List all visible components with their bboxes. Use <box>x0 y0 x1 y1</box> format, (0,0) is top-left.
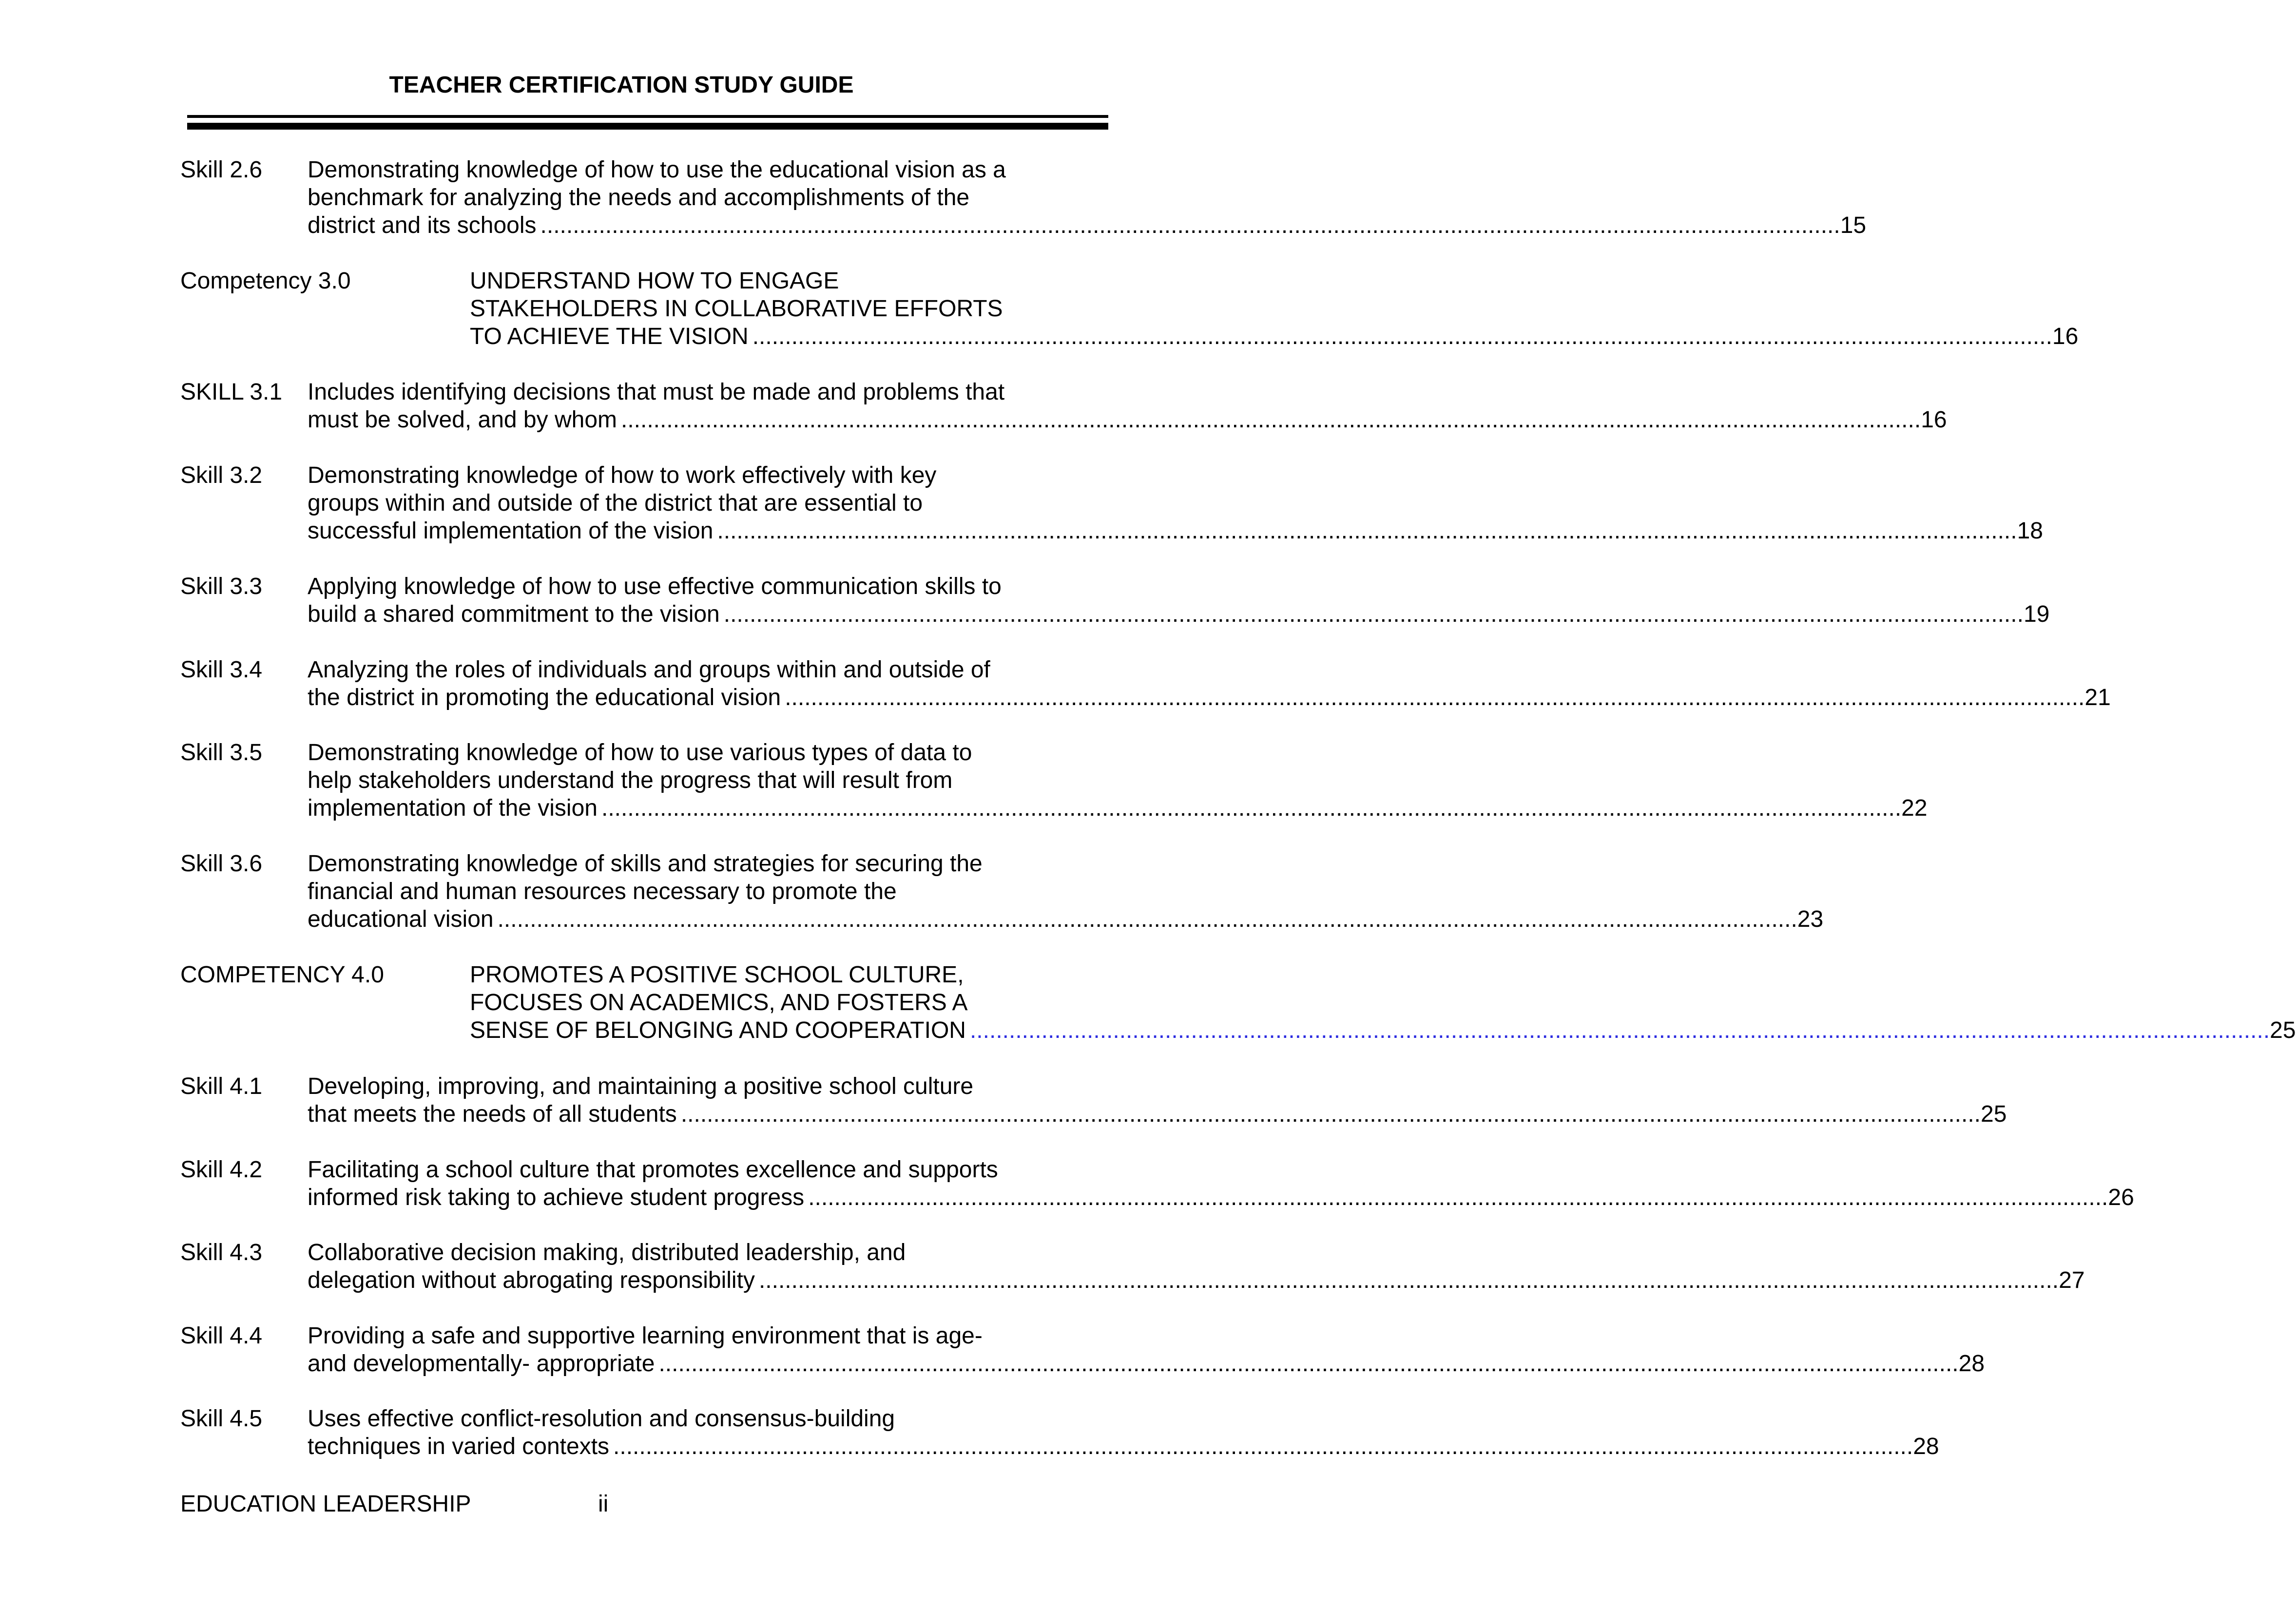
toc-entry-page: 16 <box>1921 407 1947 433</box>
dot-leader: ........................................................................................................................................................................................................ <box>658 1351 1959 1377</box>
toc-entry-skill-3-5[interactable] <box>180 739 1928 822</box>
toc-entry-line: delegation without abrogating responsibility <box>308 1267 755 1293</box>
toc-entry-page: 28 <box>1958 1351 1985 1377</box>
toc-entry-line: Analyzing the roles of individuals and groups within and outside of <box>308 657 990 683</box>
dot-leader: ........................................................................................................................................................................................................ <box>752 324 2052 349</box>
dot-leader: ........................................................................................................................................................................................................ <box>808 1185 2108 1210</box>
toc-entry-line: STAKEHOLDERS IN COLLABORATIVE EFFORTS <box>470 296 1003 322</box>
toc-entry-label: Skill 3.2 <box>180 462 263 488</box>
toc-entry-skill-4-4[interactable] <box>180 1322 1985 1378</box>
toc-entry-line: the district in promoting the educational vision <box>308 685 781 710</box>
toc-entry-label: Skill 3.4 <box>180 657 263 683</box>
dot-leader: ........................................................................................................................................................................................................ <box>723 601 2024 627</box>
toc-entry-skill-3-6[interactable] <box>180 850 1824 933</box>
toc-entry-label: COMPETENCY 4.0 <box>180 962 384 988</box>
toc-entry-skill-3-4[interactable] <box>180 656 2111 711</box>
toc-entry-line: SENSE OF BELONGING AND COOPERATION <box>470 1017 966 1043</box>
toc-entry-line: educational vision <box>308 906 494 932</box>
toc-entry-page: 27 <box>2059 1267 2085 1293</box>
toc-entry-line: implementation of the vision <box>308 795 598 821</box>
toc-entry-line: Includes identifying decisions that must be made and problems that <box>308 379 1005 405</box>
toc-entry-page: 22 <box>1901 795 1928 821</box>
footer-subject: EDUCATION LEADERSHIP <box>180 1491 471 1517</box>
toc-entry-page: 21 <box>2084 685 2111 710</box>
toc-entry-label: SKILL 3.1 <box>180 379 283 405</box>
toc-entry-line: TO ACHIEVE THE VISION <box>470 324 749 349</box>
header-rule-thick <box>187 123 1108 130</box>
toc-entry-competency-4-0[interactable] <box>180 961 2296 1044</box>
toc-entry-line: benchmark for analyzing the needs and accomplishments of the <box>308 185 970 211</box>
toc-entry-line: financial and human resources necessary to promote the <box>308 879 897 904</box>
toc-entry-skill-4-5[interactable] <box>180 1405 1939 1460</box>
dot-leader: ........................................................................................................................................................................................................ <box>969 1017 2270 1043</box>
toc-entry-label: Skill 4.1 <box>180 1073 263 1099</box>
toc-entry-skill-2-6[interactable] <box>180 156 1867 239</box>
toc-entry-line: Demonstrating knowledge of skills and strategies for securing the <box>308 851 983 877</box>
page-header-title: TEACHER CERTIFICATION STUDY GUIDE <box>389 72 854 98</box>
toc-entry-line: Uses effective conflict-resolution and consensus-building <box>308 1406 895 1432</box>
toc-entry-line: groups within and outside of the district that are essential to <box>308 490 923 516</box>
toc-entry-skill-4-2[interactable] <box>180 1156 2134 1211</box>
toc-entry-skill-3-2[interactable] <box>180 461 2043 545</box>
toc-entry-line: help stakeholders understand the progress that will result from <box>308 767 953 793</box>
dot-leader: ........................................................................................................................................................................................................ <box>497 906 1797 932</box>
dot-leader: ........................................................................................................................................................................................................ <box>680 1101 1981 1127</box>
toc-entry-line: must be solved, and by whom <box>308 407 617 433</box>
toc-entry-page: 28 <box>1913 1434 1939 1459</box>
toc-entry-skill-4-1[interactable] <box>180 1072 2007 1128</box>
toc-entry-label: Skill 3.5 <box>180 740 263 766</box>
toc-entry-line: that meets the needs of all students <box>308 1101 677 1127</box>
toc-entry-label: Skill 4.5 <box>180 1406 263 1432</box>
toc-entry-line: Developing, improving, and maintaining a positive school culture <box>308 1073 974 1099</box>
toc-entry-label: Skill 4.3 <box>180 1240 263 1265</box>
dot-leader: ........................................................................................................................................................................................................ <box>717 518 2017 544</box>
toc-entry-line: build a shared commitment to the vision <box>308 601 720 627</box>
header-rule-thin <box>187 115 1108 118</box>
dot-leader: ........................................................................................................................................................................................................ <box>540 212 1840 238</box>
dot-leader: ........................................................................................................................................................................................................ <box>785 685 2085 710</box>
toc-entry-page: 16 <box>2052 324 2079 349</box>
toc-entry-page: 26 <box>2108 1185 2134 1210</box>
toc-entry-line: Demonstrating knowledge of how to use various types of data to <box>308 740 972 766</box>
toc-entry-line: Demonstrating knowledge of how to work effectively with key <box>308 462 937 488</box>
toc-entry-line: FOCUSES ON ACADEMICS, AND FOSTERS A <box>470 990 968 1015</box>
toc-entry-label: Skill 4.2 <box>180 1157 263 1183</box>
toc-entry-skill-4-3[interactable] <box>180 1239 2085 1294</box>
toc-entry-line: Facilitating a school culture that promotes excellence and supports <box>308 1157 998 1183</box>
toc-entry-label: Skill 3.6 <box>180 851 263 877</box>
footer-page-number: ii <box>598 1491 609 1517</box>
dot-leader: ........................................................................................................................................................................................................ <box>758 1267 2059 1293</box>
toc-entry-line: informed risk taking to achieve student progress <box>308 1185 805 1210</box>
toc-entry-label: Skill 4.4 <box>180 1323 263 1349</box>
toc-entry-line: techniques in varied contexts <box>308 1434 610 1459</box>
toc-entry-skill-3-3[interactable] <box>180 573 2050 628</box>
toc-entry-line: and developmentally- appropriate <box>308 1351 655 1377</box>
toc-entry-label: Competency 3.0 <box>180 268 351 294</box>
toc-entry-line: PROMOTES A POSITIVE SCHOOL CULTURE, <box>470 962 964 988</box>
toc-entry-line: Applying knowledge of how to use effective communication skills to <box>308 574 1002 599</box>
toc-entry-skill-3-1[interactable] <box>180 378 1947 434</box>
dot-leader: ........................................................................................................................................................................................................ <box>621 407 1921 433</box>
toc-entry-line: UNDERSTAND HOW TO ENGAGE <box>470 268 839 294</box>
toc-entry-page: 23 <box>1797 906 1824 932</box>
dot-leader: ........................................................................................................................................................................................................ <box>601 795 1902 821</box>
toc-entry-line: Collaborative decision making, distributed leadership, and <box>308 1240 906 1265</box>
toc-entry-page: 19 <box>2023 601 2050 627</box>
dot-leader: ........................................................................................................................................................................................................ <box>613 1434 1913 1459</box>
toc-entry-line: Demonstrating knowledge of how to use the educational vision as a <box>308 157 1006 183</box>
toc-entry-page: 25 <box>1981 1101 2007 1127</box>
toc-entry-label: Skill 3.3 <box>180 574 263 599</box>
toc-entry-line: successful implementation of the vision <box>308 518 714 544</box>
toc-entry-line: district and its schools <box>308 212 537 238</box>
toc-entry-competency-3-0[interactable] <box>180 267 2079 350</box>
toc-entry-page: 18 <box>2017 518 2043 544</box>
toc-entry-line: Providing a safe and supportive learning environment that is age- <box>308 1323 983 1349</box>
toc-entry-label: Skill 2.6 <box>180 157 263 183</box>
toc-entry-page: 15 <box>1840 212 1867 238</box>
toc-entry-page: 25 <box>2270 1017 2296 1043</box>
